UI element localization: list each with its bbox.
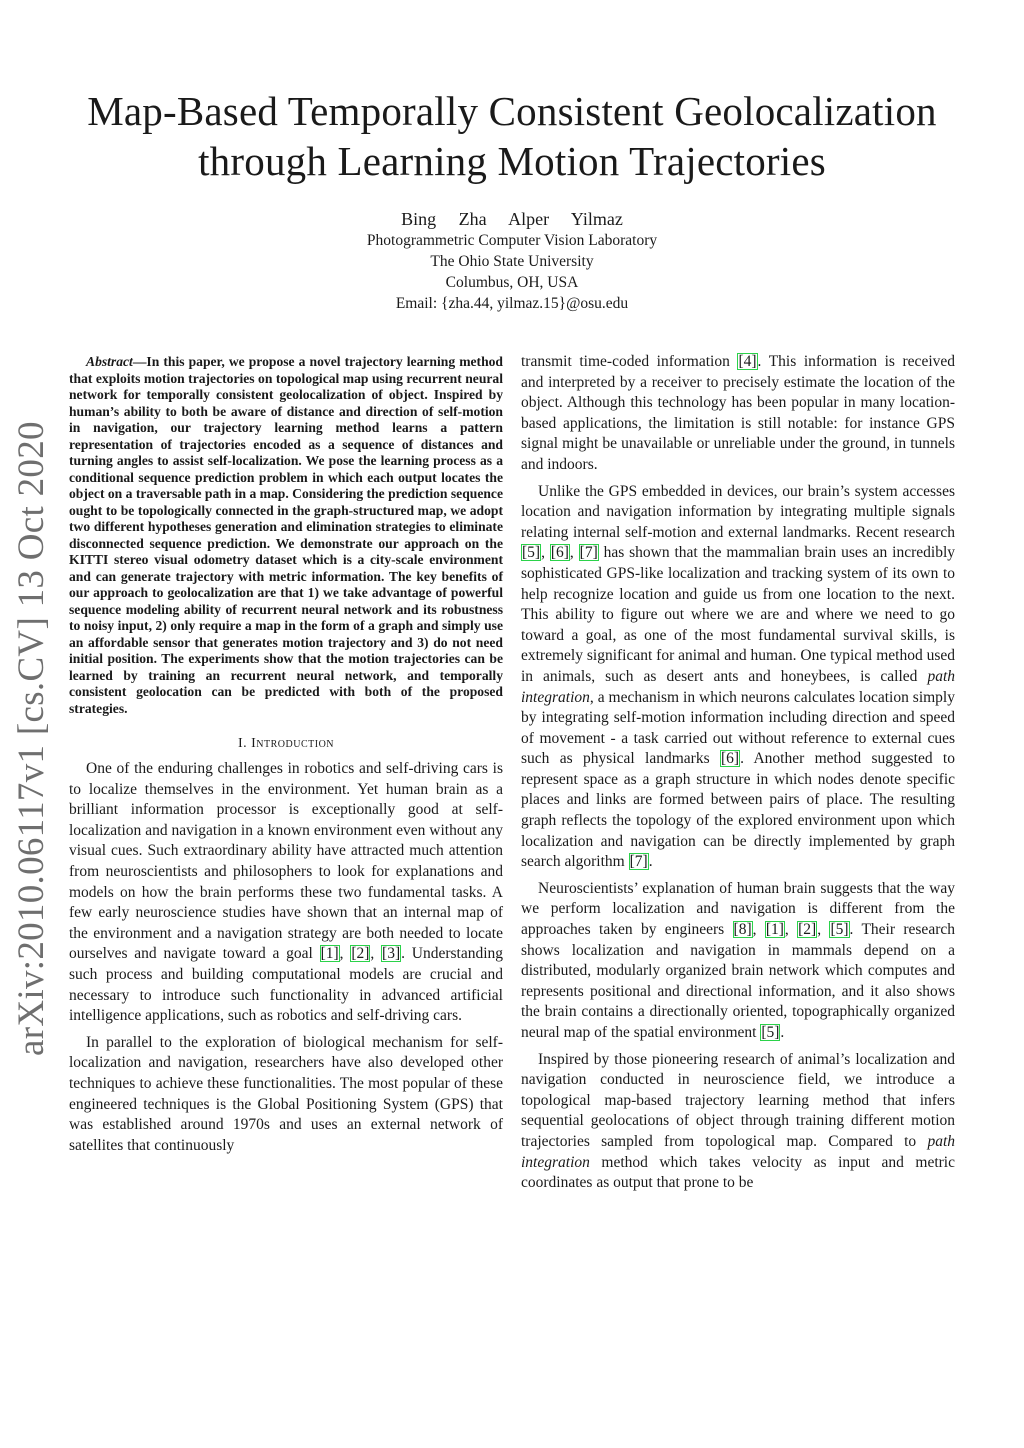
intro-paragraph-4: Unlike the GPS embedded in devices, our brain’s system accesses location and navigation information by integrating multiple signals relating internal self-motion and external landmarks. Recent research [5], [6], [7] has shown that the mammalian brain uses an incredibly sophisticated GPS-like localization and tracking system of its own to help recognize location and guide us from one location to the next. This ability to figure out where we are and where we need to go toward a goal, as one of the most fundamental survival skills, is extremely significant for animal and human. One typical method used in animals, such as desert ants and honeybees, is called path integration, a mechanism in which neurons calculates location simply by integrating self-motion information including direction and speed of movement - a task carried out without reference to external cues such as physical landmarks [6]. Another method suggested to represent space as a graph structure in which nodes denote specific places and links are formed between pairs of place. The resulting graph reflects the topology of the explored environment upon which localization and navigation can be directly implemented by graph search algorithm [7]. (521, 482, 956, 871)
citation-link[interactable]: [1] (320, 945, 339, 963)
citation-link[interactable]: [7] (629, 853, 648, 871)
right-column (521, 352, 955, 1194)
intro-paragraph-1: One of the enduring challenges in robotics and self-driving cars is to localize themselves in the environment. Yet human brain as a brilliant information processor is exceptionally good at self-localization and navigation in a known environment even without any visual cues. Such extraordinary ability have attracted much attention from neuroscientists and philosophers to look for explanations and models on how the brain performs these two fundamental tasks. A few early neuroscience studies have shown that an internal map of the environment and a navigation strategy are both needed to locate ourselves and navigate toward a goal [1], [2], [3]. Understanding such process and building computational models are crucial and necessary to introduce such functionality in advanced artificial intelligence applications, such as robotics and self-driving cars. (69, 760, 504, 1025)
author-block (200, 208, 824, 314)
author-lab: Photogrammetric Computer Vision Laboratory (366, 232, 658, 249)
section-number: I. (237, 736, 248, 751)
left-column (69, 352, 503, 1156)
arxiv-identifier: arXiv:2010.06117v1 [cs.CV] 13 Oct 2020 (11, 421, 52, 1056)
intro-paragraph-2: In parallel to the exploration of biological mechanism for self-localization and navigation, researchers have also developed other techniques to achieve these functionalities. The most popular of these engineered techniques is the Global Positioning System (GPS) that was established around 1970s and uses an external network of satellites that continuously (69, 1033, 503, 1154)
citation-link[interactable]: [5] (761, 1024, 780, 1041)
abstract-label: Abstract (86, 354, 133, 369)
emphasis-path-integration: path integration (521, 1132, 955, 1171)
author-names: Bing Zha Alper Yilmaz (401, 209, 623, 229)
citation-link[interactable]: [6] (720, 750, 740, 768)
citation-link[interactable]: [6] (550, 544, 569, 562)
abstract-text: —In this paper, we propose a novel trajectory learning method that exploits motion trajectories on topological map using recurrent neural network for temporally consistent geolocalization of object. Inspired by human’s ability to both be aware of distance and direction of self-motion in navigation, our trajectory learning method learns a pattern representation of trajectories encoded as a sequence of distances and turning angles to assist self-localization. We pose the learning process as a conditional sequence prediction problem in which each output locates the object on a traversable path in a map. Considering the prediction sequence ought to be topologically connected in the graph-structured map, we adopt two different hypotheses generation and elimination strategies to eliminate disconnected sequence prediction. We demonstrate our approach on the KITTI stereo visual odometry dataset which is a city-scale environment and can generate trajectory with metric information. The key benefits of our approach to geolocalization are that 1) we take advantage of powerful sequence modeling ability of recurrent neural network and its robustness to noisy input, 2) only require a map in the form of a graph and simply use an affordable sensor that generates motion trajectory and 3) do not need initial position. The experiments show that the motion trajectories can be learned by training an recurrent neural network, and temporally consistent geolocation can be predicted with both of the proposed strategies. (69, 354, 503, 716)
citation-link[interactable]: [4] (738, 353, 757, 370)
paper-title (60, 86, 964, 186)
section-heading-introduction (69, 735, 503, 753)
citation-link[interactable]: [8] (733, 921, 752, 939)
abstract (69, 352, 503, 717)
citation-link[interactable]: [2] (798, 921, 817, 939)
citation-link[interactable]: [5] (830, 921, 849, 939)
author-university: The Ohio State University (430, 253, 594, 270)
title-line-2: through Learning Motion Trajectories (198, 138, 826, 184)
citation-link[interactable]: [1] (765, 921, 784, 939)
section-title: Introduction (251, 736, 335, 751)
citation-link[interactable]: [7] (579, 544, 598, 562)
emphasis-path-integration: path integration (521, 667, 955, 706)
author-email: Email: {zha.44, yilmaz.15}@osu.edu (395, 295, 629, 312)
citation-link[interactable]: [2] (351, 945, 370, 963)
author-location: Columbus, OH, USA (445, 274, 579, 291)
intro-paragraph-3: transmit time-coded information [4]. This information is received and interpreted by a receiver to precisely estimate the location of the object. Although this technology has been popular in many location-based applications, the limitation is still notable: for instance GPS signal might be unavailable or unreliable under the ground, in tunnels and indoors. (521, 353, 956, 473)
citation-link[interactable]: [5] (522, 544, 541, 562)
citation-link[interactable]: [3] (382, 945, 401, 963)
title-line-1: Map-Based Temporally Consistent Geolocalization (87, 88, 937, 134)
intro-paragraph-6: Inspired by those pioneering research of animal’s localization and navigation conducted in neuroscience field, we introduce a topological map-based trajectory learning method that infers sequential geolocations of object through training different motion trajectories sampled from topological map. Compared to path integration method which takes velocity as input and metric coordinates as output that prone to be (521, 1050, 955, 1192)
intro-paragraph-5: Neuroscientists’ explanation of human brain suggests that the way we perform localization and navigation is different from the approaches taken by engineers [8], [1], [2], [5]. Their research shows localization and navigation in mammals depend on a distributed, modularly organized brain network which computes and represents positional and directional information, and it also shows the brain contains a directionally oriented, topographically organized neural map of the spatial environment [5]. (521, 879, 955, 1041)
